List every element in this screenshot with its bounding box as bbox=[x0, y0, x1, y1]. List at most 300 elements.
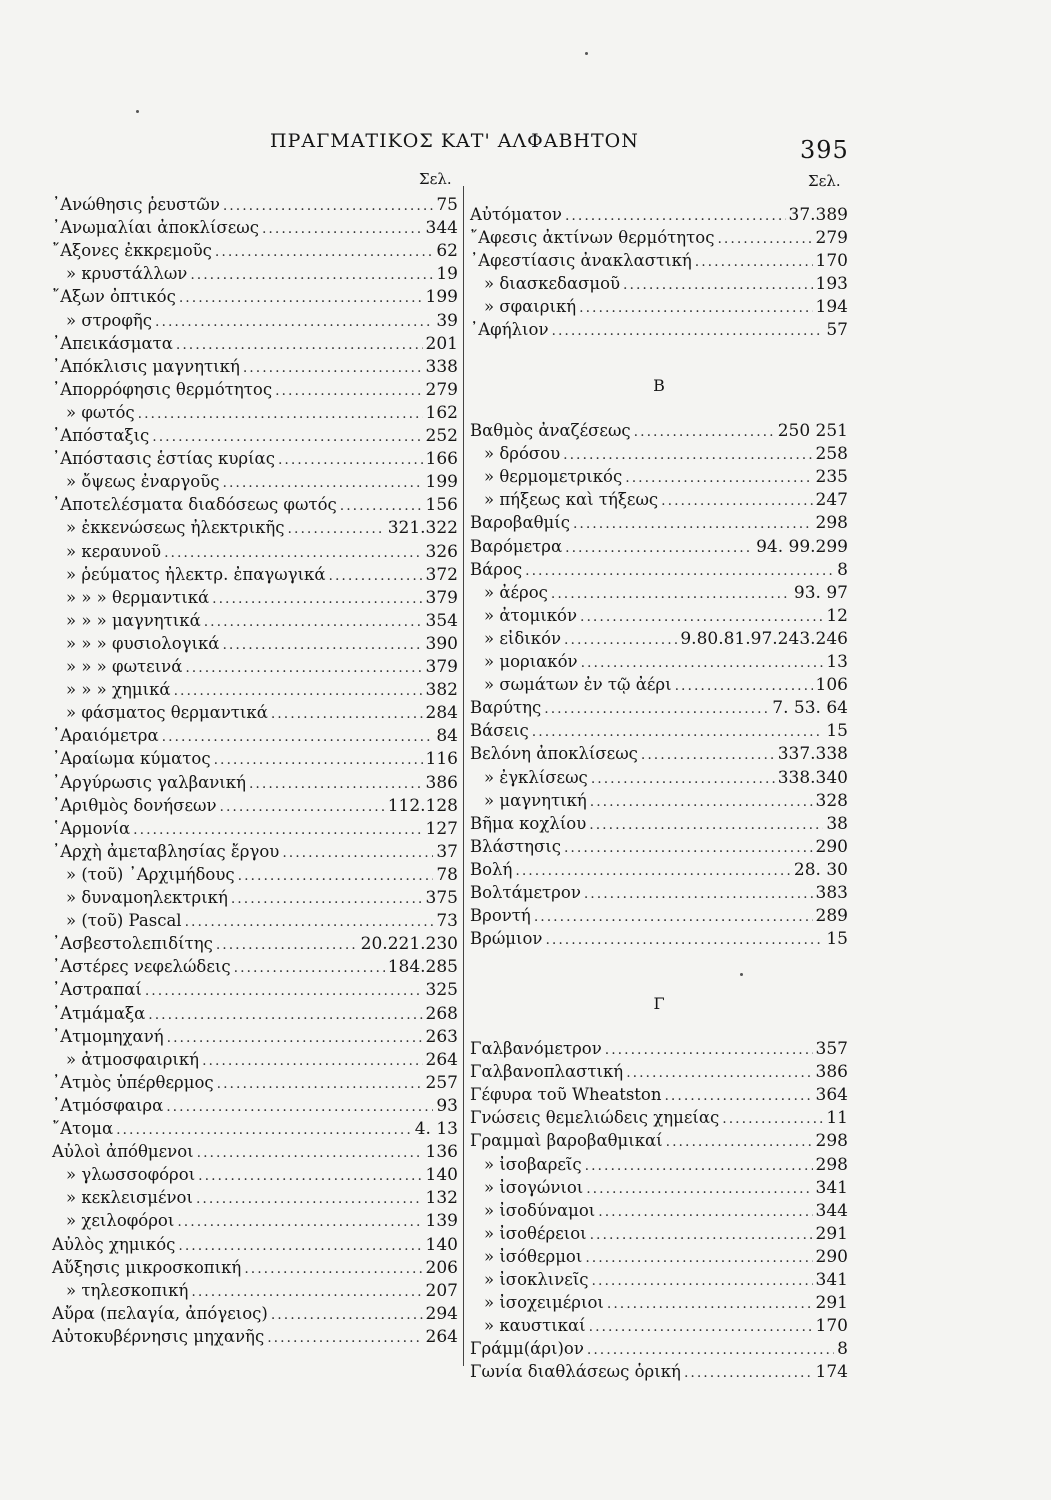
index-entry bbox=[52, 1049, 458, 1070]
running-title: ΠΡΑΓΜΑΤΙΚΟΣ ΚΑΤ' ΑΛΦΑΒΗΤΟΝ bbox=[270, 130, 639, 152]
leader-dots bbox=[717, 229, 812, 250]
index-entry bbox=[470, 227, 848, 248]
index-term: » » » χημικά bbox=[66, 680, 171, 700]
leader-dots bbox=[278, 450, 423, 471]
index-term: Βαροβαθμίς bbox=[470, 513, 570, 533]
leader-dots bbox=[152, 427, 422, 448]
index-term: » » » φυσιολογικά bbox=[66, 633, 220, 653]
index-page-ref: 127 bbox=[425, 818, 458, 839]
index-entry bbox=[470, 882, 848, 903]
index-term: Γνώσεις θεμελιώδεις χημείας bbox=[470, 1108, 720, 1128]
leader-dots bbox=[607, 1294, 813, 1315]
index-term: » ἰσοκλινεῖς bbox=[484, 1270, 589, 1289]
leader-dots bbox=[267, 1328, 422, 1349]
index-term: ᾿Αφεστίασις ἀνακλαστική bbox=[470, 251, 692, 270]
index-term: Βάσεις bbox=[470, 721, 529, 741]
index-page-ref: 328 bbox=[815, 790, 848, 811]
index-page-ref: 57 bbox=[826, 320, 848, 340]
index-term: Αὔξησις μικροσκοπική bbox=[52, 1257, 242, 1277]
index-term: Βολή bbox=[470, 859, 513, 879]
leader-dots bbox=[581, 653, 824, 674]
left-column-label: Σελ. bbox=[419, 170, 452, 188]
leader-dots bbox=[217, 1074, 423, 1095]
index-page-ref: 279 bbox=[815, 228, 848, 248]
index-term: Βαρόμετρα bbox=[470, 536, 563, 556]
leader-dots bbox=[589, 815, 823, 836]
index-page-ref: 75 bbox=[436, 195, 458, 215]
index-term: » πήξεως καὶ τήξεως bbox=[484, 490, 659, 510]
index-entry bbox=[52, 402, 458, 423]
index-page-ref: 12 bbox=[826, 605, 848, 626]
leader-dots bbox=[288, 519, 385, 540]
index-entry bbox=[52, 1003, 458, 1024]
index-term: » ὄψεως ἐναργοῦς bbox=[66, 472, 220, 492]
index-entry bbox=[470, 1084, 848, 1105]
index-page-ref: 93. 97 bbox=[793, 582, 848, 603]
leader-dots bbox=[625, 468, 812, 489]
index-entry bbox=[470, 790, 848, 811]
index-term: Αὐλὸς χημικός bbox=[52, 1234, 176, 1254]
index-page-ref: 13 bbox=[826, 652, 848, 672]
leader-dots bbox=[592, 1271, 813, 1292]
index-page-ref: 279 bbox=[425, 379, 458, 400]
leader-dots bbox=[234, 958, 385, 979]
index-page-ref: 140 bbox=[425, 1165, 458, 1186]
index-page-ref: 364 bbox=[815, 1085, 848, 1106]
leader-dots bbox=[216, 935, 358, 956]
leader-dots bbox=[545, 930, 823, 951]
index-page-ref: 112.128 bbox=[387, 795, 458, 816]
index-term: » σωμάτων ἐν τῷ ἀέρι bbox=[484, 675, 672, 695]
leader-dots bbox=[564, 630, 677, 651]
index-term: ᾿Απεικάσματα bbox=[52, 333, 173, 353]
index-term: ᾿Απορρόφησις θερμότητος bbox=[52, 379, 273, 399]
index-page-ref: 386 bbox=[815, 1062, 848, 1083]
index-page-ref: 264 bbox=[425, 1049, 458, 1070]
print-speck bbox=[740, 973, 743, 976]
index-entry bbox=[470, 536, 848, 557]
leader-dots bbox=[552, 321, 824, 342]
index-term: » διασκεδασμοῦ bbox=[484, 274, 621, 293]
leader-dots bbox=[167, 1028, 423, 1049]
leader-dots bbox=[584, 884, 813, 905]
index-entry bbox=[470, 674, 848, 695]
index-entry bbox=[52, 1326, 458, 1347]
index-term: » ἰσοχειμέριοι bbox=[484, 1293, 604, 1313]
leader-dots bbox=[591, 769, 775, 790]
leader-dots bbox=[585, 1156, 813, 1177]
leader-dots bbox=[565, 206, 786, 227]
index-page-ref: 291 bbox=[815, 1223, 848, 1244]
index-page-ref: 184.285 bbox=[387, 957, 458, 978]
index-page-ref: 344 bbox=[815, 1200, 848, 1221]
index-entry bbox=[52, 841, 458, 862]
index-term: » ἰσόθερμοι bbox=[484, 1246, 583, 1266]
leader-dots bbox=[329, 566, 423, 587]
leader-dots bbox=[587, 1340, 834, 1361]
index-term: » κρυστάλλων bbox=[66, 264, 188, 284]
index-page-ref: 289 bbox=[815, 906, 848, 927]
index-entry bbox=[52, 748, 458, 769]
index-page-ref: 106 bbox=[815, 675, 848, 696]
leader-dots bbox=[534, 907, 813, 928]
print-speck bbox=[136, 110, 139, 113]
index-page-ref: 321.322 bbox=[387, 518, 458, 539]
leader-dots bbox=[223, 473, 423, 494]
index-term: » ἐγκλίσεως bbox=[484, 767, 588, 787]
index-term: » φωτός bbox=[66, 402, 135, 422]
leader-dots bbox=[231, 889, 423, 910]
index-entry bbox=[470, 204, 848, 225]
index-page-ref: 338 bbox=[425, 356, 458, 377]
index-page-ref: 290 bbox=[815, 836, 848, 857]
index-entry bbox=[52, 494, 458, 515]
index-page-ref: 8 bbox=[837, 1339, 848, 1360]
index-page-ref: 207 bbox=[425, 1280, 458, 1301]
index-term: ᾿Απόσταξις bbox=[52, 426, 150, 445]
index-term: ῾Αρμονία bbox=[52, 818, 131, 838]
index-entry bbox=[470, 466, 848, 487]
leader-dots bbox=[243, 358, 423, 379]
leader-dots bbox=[573, 514, 813, 535]
index-entry bbox=[52, 979, 458, 1000]
index-term: » σφαιρική bbox=[484, 297, 577, 316]
section-letter: Γ bbox=[653, 994, 665, 1013]
index-term: » εἰδικόν bbox=[484, 628, 562, 648]
index-page-ref: 174 bbox=[815, 1362, 848, 1383]
leader-dots bbox=[138, 404, 423, 425]
index-entry bbox=[52, 1210, 458, 1231]
index-page-ref: 344 bbox=[425, 218, 458, 239]
index-page-ref: 284 bbox=[425, 703, 458, 724]
index-term: ᾿Απόκλισις μαγνητική bbox=[52, 356, 240, 376]
print-speck bbox=[585, 52, 588, 55]
index-page-ref: 337.338 bbox=[777, 744, 848, 765]
leader-dots bbox=[532, 722, 824, 743]
index-entry bbox=[470, 1107, 848, 1128]
index-term: ᾿Ανώθησις ῥευστῶν bbox=[52, 195, 220, 214]
index-page-ref: 166 bbox=[425, 449, 458, 470]
index-entry bbox=[52, 1164, 458, 1185]
index-term: » κεραυνοῦ bbox=[66, 541, 162, 561]
right-column-label: Σελ. bbox=[808, 172, 841, 190]
index-term: ᾿Αστραπαί bbox=[52, 980, 142, 1000]
index-page-ref: 20.221.230 bbox=[360, 934, 458, 955]
index-entry bbox=[52, 587, 458, 608]
index-entry bbox=[52, 818, 458, 839]
leader-dots bbox=[589, 1317, 813, 1338]
index-entry bbox=[52, 425, 458, 446]
index-entry bbox=[470, 250, 848, 271]
leader-dots bbox=[275, 381, 422, 402]
index-entry bbox=[470, 1177, 848, 1198]
leader-dots bbox=[116, 1120, 412, 1141]
leader-dots bbox=[215, 242, 433, 263]
index-entry bbox=[470, 859, 848, 880]
index-entry bbox=[470, 1223, 848, 1244]
index-term: ᾿Αποτελέσματα διαδόσεως φωτός bbox=[52, 495, 337, 515]
index-entry bbox=[470, 743, 848, 764]
index-entry bbox=[470, 1338, 848, 1359]
index-term: Αὐτόματον bbox=[470, 205, 562, 224]
leader-dots bbox=[598, 1202, 812, 1223]
index-term: ᾿Αριθμὸς δονήσεων bbox=[52, 795, 217, 815]
index-page-ref: 84 bbox=[436, 726, 458, 747]
index-page-ref: 94. 99.299 bbox=[756, 536, 848, 557]
index-page-ref: 9.80.81.97.243.246 bbox=[680, 628, 848, 649]
index-entry bbox=[52, 1234, 458, 1255]
index-entry bbox=[52, 679, 458, 700]
index-page-ref: 291 bbox=[815, 1293, 848, 1314]
page-number: 395 bbox=[800, 136, 849, 164]
index-page-ref: 383 bbox=[815, 883, 848, 903]
index-term: ᾿Αραίωμα κύματος bbox=[52, 749, 211, 769]
index-term: » μοριακόν bbox=[484, 652, 578, 671]
index-term: Βελόνη ἀποκλίσεως bbox=[470, 744, 638, 764]
index-term: Βῆμα κοχλίου bbox=[470, 813, 587, 833]
leader-dots bbox=[695, 252, 813, 273]
index-term: Γέφυρα τοῦ Wheatston bbox=[470, 1085, 662, 1105]
index-term: Γαλβανοπλαστική bbox=[470, 1062, 624, 1082]
leader-dots bbox=[515, 861, 791, 882]
leader-dots bbox=[590, 792, 813, 813]
index-entry bbox=[52, 1257, 458, 1278]
index-entry bbox=[470, 512, 848, 533]
index-term: Γωνία διαθλάσεως ὁρική bbox=[470, 1362, 681, 1382]
index-page-ref: 140 bbox=[425, 1234, 458, 1255]
index-term: » καυστικαί bbox=[484, 1316, 586, 1336]
index-entry bbox=[470, 1269, 848, 1290]
index-entry bbox=[470, 1154, 848, 1175]
index-term: ᾿Ανωμαλίαι ἀποκλίσεως bbox=[52, 218, 259, 238]
index-entry bbox=[52, 564, 458, 585]
leader-dots bbox=[145, 981, 423, 1002]
index-term: Αὐτοκυβέρνησις μηχανῆς bbox=[52, 1326, 265, 1346]
index-entry bbox=[52, 702, 458, 723]
index-term: » ἀέρος bbox=[484, 582, 548, 602]
index-page-ref: 268 bbox=[425, 1003, 458, 1024]
leader-dots bbox=[626, 1063, 812, 1084]
index-entry bbox=[52, 1072, 458, 1093]
index-entry bbox=[52, 310, 458, 331]
index-term: ᾿Αρχὴ ἀμεταβλησίας ἔργου bbox=[52, 841, 280, 861]
leader-dots bbox=[177, 1212, 422, 1233]
index-entry bbox=[52, 240, 458, 261]
index-page-ref: 199 bbox=[425, 287, 458, 308]
index-page-ref: 375 bbox=[425, 888, 458, 908]
index-entry bbox=[52, 379, 458, 400]
leader-dots bbox=[202, 1051, 422, 1072]
index-entry bbox=[52, 610, 458, 631]
leader-dots bbox=[162, 727, 434, 748]
index-page-ref: 290 bbox=[815, 1246, 848, 1267]
index-term: » ἀτμοσφαιρική bbox=[66, 1049, 200, 1069]
column-divider bbox=[463, 186, 464, 1366]
leader-dots bbox=[586, 1179, 812, 1200]
index-entry bbox=[52, 1118, 458, 1139]
index-page-ref: 247 bbox=[815, 490, 848, 511]
index-page-ref: 37.389 bbox=[788, 205, 848, 225]
index-term: » γλωσσοφόροι bbox=[66, 1165, 196, 1185]
index-term: » τηλεσκοπική bbox=[66, 1280, 189, 1300]
leader-dots bbox=[196, 1189, 423, 1210]
index-entry bbox=[470, 651, 848, 672]
index-term: Αὔρα (πελαγία, ἀπόγειος) bbox=[52, 1303, 268, 1323]
leader-dots bbox=[223, 196, 434, 217]
index-page-ref: 263 bbox=[425, 1026, 458, 1047]
leader-dots bbox=[178, 1236, 422, 1257]
index-page-ref: 73 bbox=[436, 911, 458, 932]
index-term: Αὐλοὶ ἀπόθμενοι bbox=[52, 1142, 194, 1162]
index-term: » (τοῦ) ᾿Αρχιμήδους bbox=[66, 864, 235, 884]
index-entry bbox=[470, 605, 848, 626]
leader-dots bbox=[634, 422, 775, 443]
index-entry bbox=[470, 1038, 848, 1059]
index-page-ref: 379 bbox=[425, 657, 458, 677]
index-term: ᾿Αργύρωσις γαλβανική bbox=[52, 772, 246, 792]
leader-dots bbox=[525, 561, 834, 582]
index-page-ref: 199 bbox=[425, 472, 458, 493]
index-entry bbox=[52, 1141, 458, 1162]
index-term: » δρόσου bbox=[484, 444, 561, 464]
index-entry bbox=[470, 582, 848, 603]
index-page-ref: 390 bbox=[425, 633, 458, 654]
index-page-ref: 4. 13 bbox=[414, 1119, 458, 1139]
index-page-ref: 235 bbox=[815, 467, 848, 488]
index-term: Βολτάμετρον bbox=[470, 883, 581, 902]
leader-dots bbox=[166, 1097, 433, 1118]
index-entry bbox=[470, 1061, 848, 1082]
index-page-ref: 15 bbox=[826, 721, 848, 742]
index-entry bbox=[470, 443, 848, 464]
index-entry bbox=[52, 633, 458, 654]
index-page-ref: 298 bbox=[815, 1154, 848, 1175]
leader-dots bbox=[244, 1259, 422, 1280]
leader-dots bbox=[641, 745, 775, 766]
leader-dots bbox=[722, 1109, 823, 1130]
index-page-ref: 298 bbox=[815, 1131, 848, 1152]
index-page-ref: 206 bbox=[425, 1257, 458, 1278]
leader-dots bbox=[565, 538, 753, 559]
leader-dots bbox=[249, 774, 423, 795]
index-term: ῎Αξων ὀπτικός bbox=[52, 287, 176, 307]
index-term: » χειλοφόροι bbox=[66, 1211, 175, 1231]
index-entry bbox=[52, 1026, 458, 1047]
index-page-ref: 8 bbox=[837, 559, 848, 580]
index-entry bbox=[52, 356, 458, 377]
index-page-ref: 194 bbox=[815, 297, 848, 317]
leader-dots bbox=[271, 1305, 423, 1326]
index-page-ref: 298 bbox=[815, 513, 848, 534]
index-page-ref: 19 bbox=[436, 264, 458, 285]
index-term: Βρώμιον bbox=[470, 929, 543, 949]
index-term: ᾿Ασβεστολεπιδίτης bbox=[52, 934, 213, 954]
index-entry bbox=[470, 1130, 848, 1151]
index-page-ref: 379 bbox=[425, 587, 458, 608]
index-entry bbox=[52, 448, 458, 469]
index-page-ref: 325 bbox=[425, 980, 458, 1001]
index-term: » ῥεύματος ἠλεκτρ. ἐπαγωγικά bbox=[66, 564, 326, 584]
index-page-ref: 250 251 bbox=[777, 421, 848, 441]
index-entry bbox=[52, 1095, 458, 1116]
leader-dots bbox=[164, 543, 422, 564]
index-term: » (τοῦ) Pascal bbox=[66, 911, 182, 931]
index-page-ref: 341 bbox=[815, 1177, 848, 1198]
index-term: Βροντή bbox=[470, 906, 531, 926]
index-page-ref: 170 bbox=[815, 251, 848, 271]
index-page-ref: 258 bbox=[815, 444, 848, 465]
leader-dots bbox=[222, 635, 422, 656]
index-term: ᾿Ατμόσφαιρα bbox=[52, 1095, 164, 1115]
index-entry bbox=[470, 720, 848, 741]
leader-dots bbox=[590, 1225, 813, 1246]
index-entry bbox=[470, 905, 848, 926]
index-term: ᾿Απόστασις ἑστίας κυρίας bbox=[52, 449, 275, 469]
index-page-ref: 28. 30 bbox=[793, 859, 848, 880]
index-term: Γράμμ(άρι)ον bbox=[470, 1339, 584, 1359]
index-entry bbox=[52, 217, 458, 238]
index-entry bbox=[52, 933, 458, 954]
leader-dots bbox=[238, 866, 434, 887]
index-term: » ἰσογώνιοι bbox=[484, 1177, 584, 1197]
index-page-ref: 116 bbox=[425, 749, 458, 770]
index-entry bbox=[470, 697, 848, 718]
index-entry bbox=[470, 420, 848, 441]
leader-dots bbox=[133, 820, 422, 841]
index-entry bbox=[52, 795, 458, 816]
index-term: » φάσματος θερμαντικά bbox=[66, 703, 268, 723]
index-term: » θερμομετρικός bbox=[484, 467, 623, 487]
index-page-ref: 62 bbox=[436, 241, 458, 262]
index-term: ᾿Αραιόμετρα bbox=[52, 726, 159, 746]
index-page-ref: 39 bbox=[436, 310, 458, 331]
index-term: Βαθμὸς ἀναζέσεως bbox=[470, 421, 631, 440]
index-page-ref: 7. 53. 64 bbox=[772, 698, 848, 719]
index-entry bbox=[52, 1303, 458, 1324]
index-term: ᾿Ατμάμαξα bbox=[52, 1003, 146, 1023]
leader-dots bbox=[282, 843, 433, 864]
index-entry bbox=[470, 319, 848, 340]
leader-dots bbox=[155, 312, 433, 333]
index-page-ref: 357 bbox=[815, 1039, 848, 1059]
index-page-ref: 11 bbox=[826, 1108, 848, 1129]
index-term: » μαγνητική bbox=[484, 790, 587, 810]
index-page-ref: 294 bbox=[425, 1303, 458, 1324]
index-entry bbox=[52, 263, 458, 284]
index-term: ᾿Ατμομηχανή bbox=[52, 1026, 164, 1046]
leader-dots bbox=[580, 607, 823, 628]
index-entry bbox=[52, 471, 458, 492]
index-entry bbox=[52, 656, 458, 677]
index-term: Βλάστησις bbox=[470, 836, 561, 856]
leader-dots bbox=[664, 1086, 812, 1107]
index-page-ref: 354 bbox=[425, 610, 458, 631]
leader-dots bbox=[220, 797, 385, 818]
leader-dots bbox=[340, 496, 423, 517]
leader-dots bbox=[190, 265, 433, 286]
index-term: ῎Ατομα bbox=[52, 1119, 114, 1138]
leader-dots bbox=[684, 1363, 813, 1384]
index-term: » » » θερμαντικά bbox=[66, 587, 210, 607]
index-term: ᾿Ατμὸς ὑπέρθερμος bbox=[52, 1072, 214, 1092]
index-page-ref: 170 bbox=[815, 1316, 848, 1337]
index-page-ref: 193 bbox=[815, 274, 848, 294]
leader-dots bbox=[198, 1166, 422, 1187]
leader-dots bbox=[564, 838, 813, 859]
leader-dots bbox=[179, 288, 423, 309]
index-entry bbox=[470, 1200, 848, 1221]
section-letter: Β bbox=[653, 376, 665, 395]
